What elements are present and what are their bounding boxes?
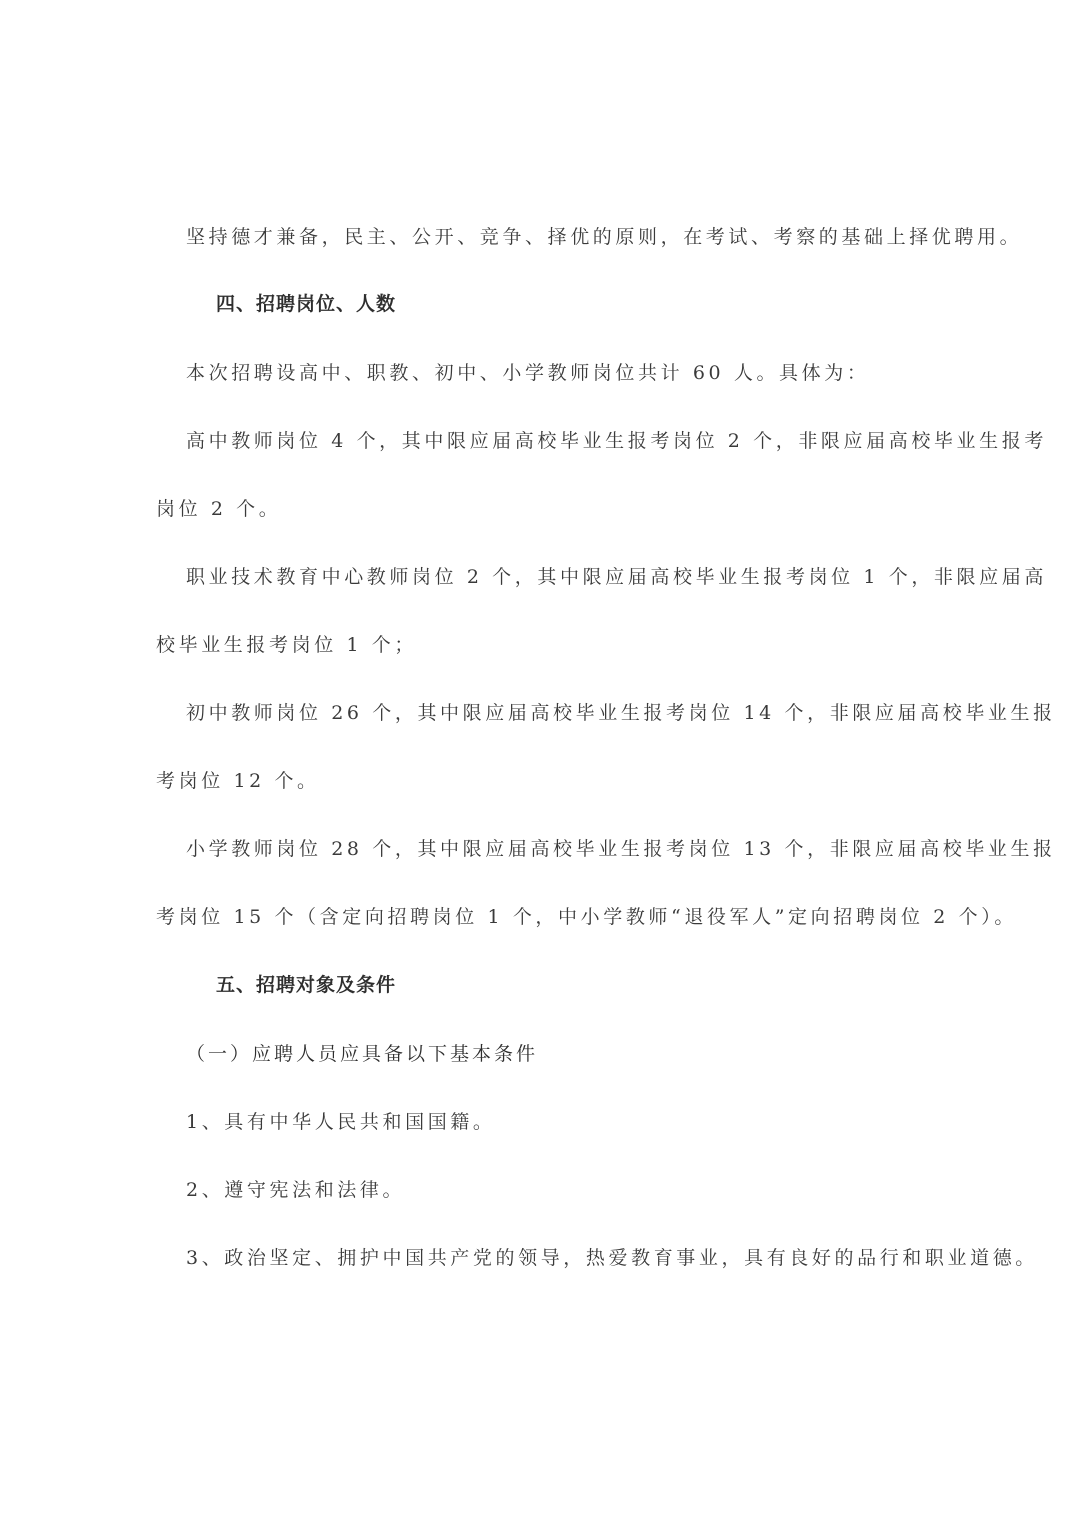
section-heading-eligibility: 五、招聘对象及条件 (216, 974, 397, 996)
list-item-political: 3、政治坚定、拥护中国共产党的领导，热爱教育事业，具有良好的品行和职业道德。 (186, 1247, 1038, 1269)
list-item-nationality: 1、具有中华人民共和国国籍。 (186, 1111, 496, 1133)
paragraph-principle: 坚持德才兼备，民主、公开、竞争、择优的原则，在考试、考察的基础上择优聘用。 (186, 226, 1023, 248)
subsection-heading-basic-conditions: （一）应聘人员应具备以下基本条件 (186, 1043, 539, 1065)
paragraph-middle-school-line2: 考岗位 12 个。 (156, 770, 320, 792)
paragraph-high-school-line2: 岗位 2 个。 (156, 498, 282, 520)
paragraph-primary-school-line2: 考岗位 15 个（含定向招聘岗位 1 个，中小学教师“退役军人”定向招聘岗位 2 个）。 (156, 906, 1017, 928)
paragraph-middle-school-line1: 初中教师岗位 26 个，其中限应届高校毕业生报考岗位 14 个，非限应届高校毕业生报 (186, 702, 1056, 724)
paragraph-vocational-line2: 校毕业生报考岗位 1 个； (156, 634, 417, 656)
list-item-law: 2、遵守宪法和法律。 (186, 1179, 406, 1201)
section-heading-positions: 四、招聘岗位、人数 (216, 293, 397, 315)
paragraph-vocational-line1: 职业技术教育中心教师岗位 2 个，其中限应届高校毕业生报考岗位 1 个，非限应届高 (186, 566, 1047, 588)
paragraph-total-positions: 本次招聘设高中、职教、初中、小学教师岗位共计 60 人。具体为： (186, 362, 870, 384)
paragraph-primary-school-line1: 小学教师岗位 28 个，其中限应届高校毕业生报考岗位 13 个，非限应届高校毕业生报 (186, 838, 1056, 860)
paragraph-high-school-line1: 高中教师岗位 4 个，其中限应届高校毕业生报考岗位 2 个，非限应届高校毕业生报考 (186, 430, 1047, 452)
